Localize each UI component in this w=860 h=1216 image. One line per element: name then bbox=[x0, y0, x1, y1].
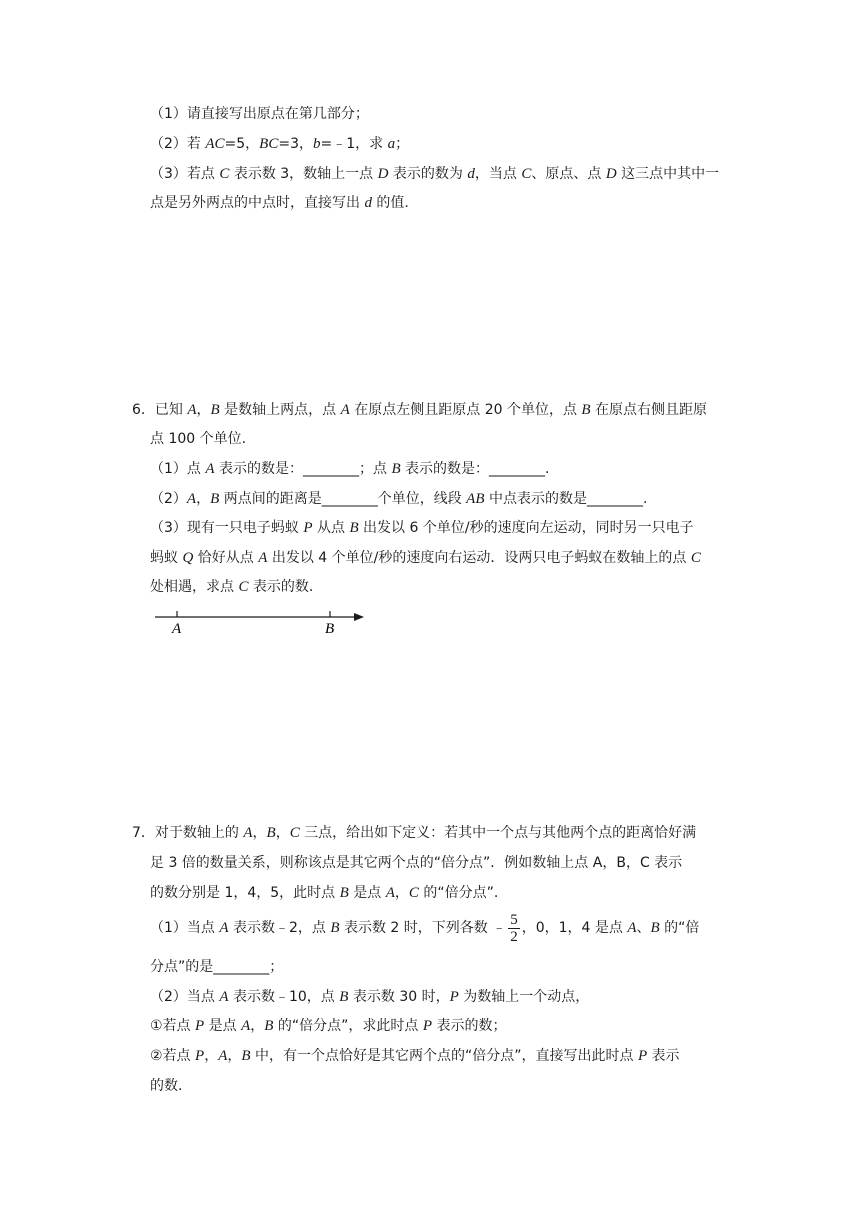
q6-part1: （1）点 A 表示的数是：________；点 B 表示的数是：________. bbox=[150, 461, 550, 477]
q7-stem-line3: 的数分别是 1，4，5，此时点 B 是点 A，C 的“倍分点”. bbox=[150, 885, 499, 901]
q7-stem-line2: 足 3 倍的数量关系，则称该点是其它两个点的“倍分点”．例如数轴上点 A，B，C 表示 bbox=[150, 855, 683, 871]
q6-part3-line3: 处相遇，求点 C 表示的数. bbox=[150, 579, 314, 595]
label-a: A bbox=[172, 621, 182, 636]
q6-part3-line1: （3）现有一只电子蚂蚁 P 从点 B 出发以 6 个单位/秒的速度向左运动，同时另一只电子 bbox=[150, 520, 694, 536]
q5-part2: （2）若 AC=5，BC=3，b=﹣1，求 a； bbox=[150, 136, 410, 152]
q6-stem-line1: 6．已知 A，B 是数轴上两点，点 A 在原点左侧且距原点 20 个单位，点 B 在原点右侧且距原 bbox=[132, 402, 708, 418]
q6-stem-line2: 点 100 个单位. bbox=[150, 431, 247, 447]
q7-part1-line2: 分点”的是________； bbox=[150, 959, 284, 975]
label-b: B bbox=[325, 621, 335, 636]
q5-part3-line2: 点是另外两点的中点时，直接写出 d 的值. bbox=[150, 195, 409, 211]
number-line-diagram bbox=[150, 606, 370, 636]
q7-stem-line1: 7．对于数轴上的 A，B，C 三点，给出如下定义：若其中一个点与其他两个点的距离恰好满 bbox=[132, 825, 697, 841]
q5-part3-line1: （3）若点 C 表示数 3，数轴上一点 D 表示的数为 d，当点 C、原点、点 D 这三点中其中一 bbox=[150, 166, 720, 182]
fraction-five-halves: $\frac{5}{2}$ bbox=[510, 911, 518, 945]
q6-part2: （2）A，B 两点间的距离是________个单位，线段 AB 中点表示的数是________. bbox=[150, 491, 648, 507]
q7-part2-sub2-line1: ②若点 P，A，B 中，有一个点恰好是其它两个点的“倍分点”，直接写出此时点 P 表示 bbox=[150, 1048, 680, 1064]
q6-part3-line2: 蚂蚁 Q 恰好从点 A 出发以 4 个单位/秒的速度向右运动．设两只电子蚂蚁在数轴上的点 C bbox=[150, 550, 701, 566]
q7-part1-line1: （1）当点 A 表示数﹣2，点 B 表示数 2 时，下列各数 ﹣ $\frac{5}{2}$ ，0，1，4 是点 A、B 的“倍 bbox=[150, 911, 700, 945]
q7-part2-sub1: ①若点 P 是点 A，B 的“倍分点”，求此时点 P 表示的数； bbox=[150, 1018, 507, 1034]
q5-part1: （1）请直接写出原点在第几部分； bbox=[150, 106, 369, 122]
q7-part2-sub2-line2: 的数. bbox=[150, 1078, 183, 1094]
q7-part2: （2）当点 A 表示数﹣10，点 B 表示数 30 时，P 为数轴上一个动点， bbox=[150, 989, 590, 1005]
arrow-right-icon bbox=[354, 613, 364, 621]
